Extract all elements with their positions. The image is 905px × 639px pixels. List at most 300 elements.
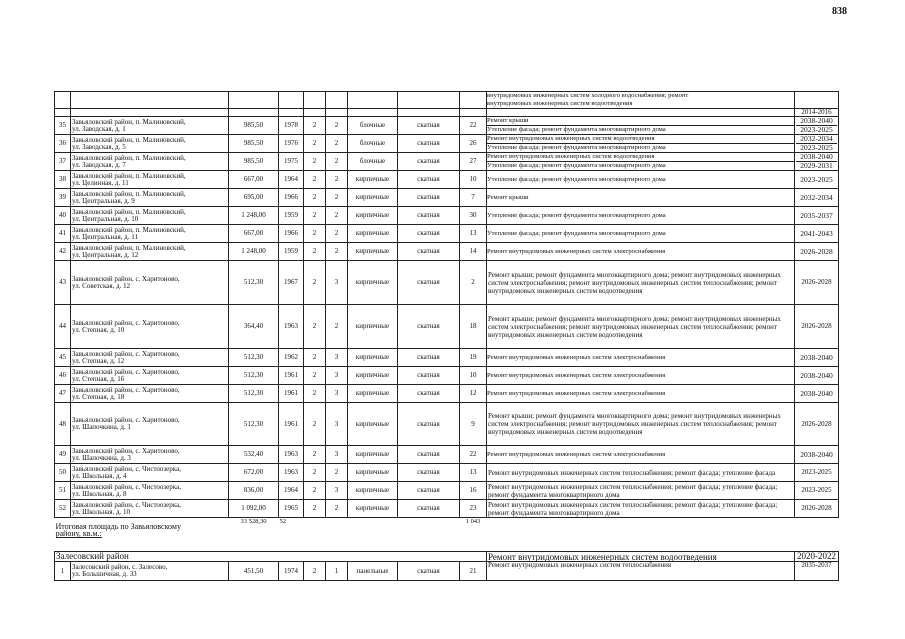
total-label-line: Итоговая площадь по Завьяловскому [55, 521, 181, 531]
period-cell [795, 225, 839, 243]
total-area: 33 528,30 [240, 518, 267, 525]
residents-cell: 26 [460, 135, 487, 153]
address-line: Завьяловский район, с. Чистоозерка, [72, 500, 181, 509]
residents-cell: 16 [460, 482, 487, 500]
work-cell: Ремонт крыши; ремонт фундамента многоквартирного дома; ремонт внутридомовых инженерных систем электроснабжения; ремонт внутридомовых инженерных систем теплоснабжения; ремонт внутридомовых инженерных систем водоотведения [487, 403, 795, 446]
row-number: 1 [55, 562, 71, 581]
floors-cell: 2 [304, 117, 326, 135]
walls-cell: панельные [348, 562, 398, 581]
address-line: Завьяловский район, п. Малиновский, [72, 153, 186, 162]
period-line: 2032-2034 [796, 135, 837, 144]
year-cell: 1963 [279, 464, 304, 482]
table-row [55, 500, 839, 518]
address-line: Завьяловский район, с. Харитоново, [72, 416, 180, 424]
total-spacer [326, 518, 460, 543]
entrances-cell: 2 [326, 189, 348, 207]
work-line: Утепление фасада; ремонт фундамента многоквартирного дома [487, 229, 666, 237]
table-row-continuation-period [55, 109, 839, 117]
period-cell: 2035-2037 [795, 562, 839, 581]
year-cell: 1978 [279, 117, 304, 135]
address-line: ул. Шапочкина, д. 1 [72, 423, 131, 431]
period-cell: 2026-2028 [795, 403, 839, 446]
row-number: 36 [55, 135, 71, 153]
roof-cell: скатная [398, 207, 460, 225]
address-line: ул. Центральная, д. 10 [72, 214, 139, 223]
entrances-cell: 3 [326, 261, 348, 305]
floors-cell: 2 [304, 207, 326, 225]
work-cell [487, 135, 795, 153]
residents-cell: 21 [460, 562, 487, 581]
year-cell: 1963 [279, 446, 304, 464]
period-line: 2023-2025 [800, 143, 833, 152]
area-cell: 1 092,00 [229, 500, 279, 518]
address-line: ул. Шапочкина, д. 3 [72, 453, 131, 462]
work-line: Ремонт внутридомовых инженерных систем электроснабжения [487, 450, 666, 458]
entrances-cell: 3 [326, 349, 348, 367]
year-cell: 1959 [279, 207, 304, 225]
walls-cell: кирпичные [348, 403, 398, 446]
address-line: Завьяловский район, с. Харитоново, [72, 349, 180, 358]
period-line: 2023-2025 [800, 174, 833, 184]
walls-cell: кирпичные [348, 500, 398, 518]
area-cell: 985,50 [229, 135, 279, 153]
work-line: Ремонт крыши [487, 193, 529, 201]
row-number: 35 [55, 117, 71, 135]
total-row [55, 518, 839, 543]
row-number: 52 [55, 500, 71, 518]
table-row [55, 153, 839, 171]
roof-cell: скатная [398, 349, 460, 367]
roof-cell: скатная [398, 562, 460, 581]
year-cell: 1961 [279, 367, 304, 385]
roof-cell: скатная [398, 261, 460, 305]
table-row [55, 189, 839, 207]
address-cell [71, 171, 229, 189]
year-cell: 1974 [279, 562, 304, 581]
walls-cell: кирпичные [348, 482, 398, 500]
roof-cell: скатная [398, 403, 460, 446]
table-row [55, 562, 839, 581]
work-cell: Ремонт крыши; ремонт фундамента многоквартирного дома; ремонт внутридомовых инженерных систем электроснабжения; ремонт внутридомовых инженерных систем теплоснабжения; ремонт внутридомовых инженерных систем водоотведения [487, 305, 795, 349]
entrances-cell: 2 [326, 153, 348, 171]
address-line: ул. Заводская, д. 1 [72, 124, 126, 133]
residents-cell: 27 [460, 153, 487, 171]
table-row [55, 367, 839, 385]
period-cell [795, 207, 839, 225]
address-cell [71, 385, 229, 403]
entrances-cell: 3 [326, 367, 348, 385]
area-cell: 695,00 [229, 189, 279, 207]
year-cell: 1976 [279, 135, 304, 153]
period-cell [795, 385, 839, 403]
walls-cell: кирпичные [348, 446, 398, 464]
table-row [55, 243, 839, 261]
area-cell: 985,50 [229, 153, 279, 171]
total-spacer [487, 518, 839, 543]
row-number: 39 [55, 189, 71, 207]
entrances-cell: 2 [326, 135, 348, 153]
walls-cell: кирпичные [348, 349, 398, 367]
row-number: 38 [55, 171, 71, 189]
period-cell: 2014-2016 [795, 109, 839, 117]
floors-cell: 2 [304, 446, 326, 464]
walls-cell: блочные [348, 135, 398, 153]
year-cell: 1965 [279, 500, 304, 518]
table-row [55, 207, 839, 225]
address-cell [71, 189, 229, 207]
area-cell: 532,40 [229, 446, 279, 464]
row-number: 37 [55, 153, 71, 171]
area-cell: 985,50 [229, 117, 279, 135]
address-cell [71, 500, 229, 518]
district-header-row [55, 552, 839, 562]
walls-cell: кирпичные [348, 207, 398, 225]
residents-cell: 13 [460, 464, 487, 482]
work-cell: Ремонт внутридомовых инженерных систем теплоснабжения; ремонт фасада; утепление фасада; ремонт фундамента многоквартирного дома [487, 482, 795, 500]
walls-cell: кирпичные [348, 464, 398, 482]
area-cell: 512,30 [229, 261, 279, 305]
floors-cell: 2 [304, 135, 326, 153]
address-line: ул. Центральная, д. 11 [72, 232, 138, 241]
work-cell [487, 153, 795, 171]
table-row [55, 261, 839, 305]
entrances-cell: 2 [326, 243, 348, 261]
residents-cell: 22 [460, 446, 487, 464]
floors-cell: 2 [304, 225, 326, 243]
period-cell: 2023-2025 [795, 464, 839, 482]
table-row-continuation [55, 92, 839, 109]
residents-cell: 19 [460, 349, 487, 367]
period-cell [795, 243, 839, 261]
work-cell [487, 207, 795, 225]
floors-cell: 2 [304, 261, 326, 305]
entrances-cell: 2 [326, 117, 348, 135]
floors-cell: 2 [304, 349, 326, 367]
area-cell: 672,00 [229, 464, 279, 482]
address-line: ул. Большичная, д. 33 [72, 570, 137, 578]
row-number: 48 [55, 403, 71, 446]
year-cell: 1966 [279, 189, 304, 207]
address-line: Завьяловский район, п. Малиновский, [72, 171, 186, 180]
period-line: 2026-2028 [800, 246, 833, 256]
residents-cell: 12 [460, 385, 487, 403]
floors-cell: 2 [304, 367, 326, 385]
period-cell [795, 446, 839, 464]
address-line: ул. Заводская, д. 5 [72, 142, 126, 151]
address-line: Завьяловский район, с. Харитоново, [72, 367, 180, 376]
year-cell: 1964 [279, 482, 304, 500]
address-line: ул. Центральная, д. 9 [72, 196, 135, 205]
period-line: 2038-2040 [800, 370, 833, 380]
residents-cell: 23 [460, 500, 487, 518]
table-row [55, 225, 839, 243]
address-line: ул. Степная, д. 10 [72, 325, 125, 334]
area-cell: 451,50 [229, 562, 279, 581]
row-number: 51 [55, 482, 71, 500]
period-line: 2038-2040 [796, 153, 837, 162]
work-cell [487, 225, 795, 243]
floors-cell: 2 [304, 189, 326, 207]
address-line: ул. Степная, д. 12 [72, 356, 125, 365]
total-label [55, 518, 229, 543]
year-cell: 1961 [279, 385, 304, 403]
work-line: Утепление фасада; ремонт фундамента многоквартирного дома [487, 126, 666, 133]
walls-cell: кирпичные [348, 305, 398, 349]
address-line: Завьяловский район, с. Харитоново, [72, 446, 180, 455]
work-line: Ремонт крыши [487, 117, 794, 126]
address-line: Завьяловский район, п. Малиновский, [72, 225, 186, 234]
period-cell: 2026-2028 [795, 305, 839, 349]
address-cell [71, 349, 229, 367]
work-line: внутридомовых инженерных систем водоотведения [487, 100, 633, 107]
entrances-cell: 3 [326, 482, 348, 500]
period-line: 2035-2037 [800, 210, 833, 220]
period-line: 2038-2040 [800, 352, 833, 362]
period-line: 2038-2040 [800, 449, 833, 459]
roof-cell: скатная [398, 305, 460, 349]
address-line: Завьяловский район, п. Малиновский, [72, 117, 186, 126]
work-line: Ремонт внутридомовых инженерных систем электроснабжения [487, 247, 666, 255]
address-line: Завьяловский район, с. Харитоново, [72, 274, 180, 283]
table-row [55, 385, 839, 403]
area-cell: 836,00 [229, 482, 279, 500]
table-row [55, 171, 839, 189]
area-cell: 512,30 [229, 367, 279, 385]
roof-cell: скатная [398, 171, 460, 189]
address-line: Завьяловский район, п. Малиновский, [72, 243, 186, 252]
entrances-cell: 2 [326, 464, 348, 482]
work-line: Утепление фасада; ремонт фундамента многоквартирного дома [487, 162, 666, 169]
area-cell: 512,30 [229, 403, 279, 446]
district-name: Залесовский район [55, 552, 487, 562]
walls-cell: кирпичные [348, 171, 398, 189]
work-cell [487, 189, 795, 207]
walls-cell: кирпичные [348, 189, 398, 207]
work-cell [487, 243, 795, 261]
work-cell [487, 92, 795, 109]
register-table [54, 91, 839, 581]
work-line: Утепление фасада; ремонт фундамента многоквартирного дома [487, 175, 666, 183]
work-line: Ремонт внутридомовых инженерных систем электроснабжения [487, 353, 666, 361]
row-number: 41 [55, 225, 71, 243]
year-cell: 1962 [279, 349, 304, 367]
roof-cell: скатная [398, 189, 460, 207]
address-cell [71, 117, 229, 135]
walls-cell: кирпичные [348, 385, 398, 403]
roof-cell: скатная [398, 446, 460, 464]
residents-cell: 2 [460, 261, 487, 305]
residents-cell: 18 [460, 305, 487, 349]
address-cell [71, 367, 229, 385]
year-cell: 1966 [279, 225, 304, 243]
area-cell: 512,30 [229, 385, 279, 403]
address-line: ул. Школьная, д. 8 [72, 489, 127, 498]
residents-cell: 13 [460, 225, 487, 243]
table-row [55, 117, 839, 135]
period-line: 2023-2025 [800, 125, 833, 134]
address-line: ул. Степная, д. 18 [72, 392, 125, 401]
address-line: ул. Советская, д. 12 [72, 281, 131, 290]
period-cell [795, 367, 839, 385]
work-line: Ремонт внутридомовых инженерных систем водоотведения [487, 135, 794, 144]
residents-cell: 14 [460, 243, 487, 261]
period-cell [795, 92, 839, 109]
residents-cell: 30 [460, 207, 487, 225]
address-line: ул. Заводская, д. 7 [72, 160, 126, 169]
entrances-cell: 2 [326, 305, 348, 349]
area-cell: 512,30 [229, 349, 279, 367]
area-cell: 364,40 [229, 305, 279, 349]
residents-cell: 10 [460, 171, 487, 189]
address-line: Завьяловский район, с. Чистоозерка, [72, 464, 181, 473]
address-line: ул. Школьная, д. 4 [72, 471, 127, 480]
entrances-cell: 2 [326, 500, 348, 518]
work-cell [487, 367, 795, 385]
entrances-cell: 2 [326, 171, 348, 189]
period-line: 2038-2040 [796, 117, 837, 126]
work-cell: Ремонт внутридомовых инженерных систем водоотведения [487, 552, 795, 562]
total-label-line: району, кв.м.: [55, 528, 102, 538]
address-cell [71, 305, 229, 349]
residents-cell: 9 [460, 403, 487, 446]
row-number: 45 [55, 349, 71, 367]
address-cell [71, 261, 229, 305]
residents-cell: 10 [460, 367, 487, 385]
period-line: 2041-2043 [800, 228, 833, 238]
address-cell [71, 464, 229, 482]
roof-cell: скатная [398, 117, 460, 135]
year-cell: 1964 [279, 171, 304, 189]
floors-cell: 2 [304, 403, 326, 446]
address-cell [71, 243, 229, 261]
address-cell [71, 403, 229, 446]
work-cell: Ремонт внутридомовых инженерных систем теплоснабжения; ремонт фасада; утепление фасада [487, 464, 795, 482]
work-cell: Ремонт внутридомовых инженерных систем теплоснабжения; ремонт фасада; утепление фасада; ремонт фундамента многоквартирного дома [487, 500, 795, 518]
floors-cell: 2 [304, 171, 326, 189]
table-row [55, 464, 839, 482]
address-cell [71, 153, 229, 171]
address-line: Завьяловский район, п. Малиновский, [72, 189, 186, 198]
spacer-cell [55, 542, 839, 552]
table-row [55, 305, 839, 349]
work-line: Ремонт внутридомовых инженерных систем электроснабжения [487, 371, 666, 379]
address-line: Завьяловский район, п. Малиновский, [72, 207, 186, 216]
period-line: 2032-2034 [800, 192, 833, 202]
table-row [55, 403, 839, 446]
address-line: ул. Центральная, д. 12 [72, 250, 139, 259]
entrances-cell: 2 [326, 225, 348, 243]
work-line: Ремонт внутридомовых инженерных систем электроснабжения [487, 389, 666, 397]
year-cell: 1967 [279, 261, 304, 305]
address-line: Завьяловский район, с. Харитоново, [72, 385, 180, 394]
row-number: 49 [55, 446, 71, 464]
floors-cell: 2 [304, 305, 326, 349]
period-cell: 2020-2022 [795, 552, 839, 562]
roof-cell: скатная [398, 500, 460, 518]
address-cell [71, 446, 229, 464]
address-line: Залесовский район, с. Залесово, [72, 563, 168, 571]
year-cell: 1975 [279, 153, 304, 171]
residents-cell: 7 [460, 189, 487, 207]
floors-cell: 2 [304, 500, 326, 518]
walls-cell: кирпичные [348, 367, 398, 385]
address-line: ул. Школьная, д. 10 [72, 507, 131, 516]
period-line: 2029-2031 [800, 161, 833, 170]
area-cell: 1 248,00 [229, 243, 279, 261]
table-row [55, 135, 839, 153]
walls-cell: кирпичные [348, 243, 398, 261]
work-cell: Ремонт внутридомовых инженерных систем теплоснабжения [487, 562, 795, 581]
period-cell [795, 171, 839, 189]
period-cell [795, 153, 839, 171]
address-line: Завьяловский район, с. Чистоозерка, [72, 482, 181, 491]
table-row [55, 446, 839, 464]
roof-cell: скатная [398, 135, 460, 153]
entrances-cell: 3 [326, 403, 348, 446]
work-cell [487, 117, 795, 135]
area-cell: 667,00 [229, 225, 279, 243]
address-cell [71, 207, 229, 225]
address-line: Завьяловский район, п. Малиновский, [72, 135, 186, 144]
work-cell [487, 349, 795, 367]
period-cell [795, 135, 839, 153]
row-number: 43 [55, 261, 71, 305]
roof-cell: скатная [398, 482, 460, 500]
work-cell [487, 446, 795, 464]
walls-cell: кирпичные [348, 261, 398, 305]
period-cell: 2026-2028 [795, 500, 839, 518]
period-cell [795, 189, 839, 207]
entrances-cell: 3 [326, 385, 348, 403]
period-line: 2038-2040 [800, 388, 833, 398]
work-cell [487, 385, 795, 403]
year-cell: 1963 [279, 305, 304, 349]
work-cell: Ремонт крыши; ремонт фундамента многоквартирного дома; ремонт внутридомовых инженерных систем электроснабжения; ремонт внутридомовых инженерных систем теплоснабжения; ремонт внутридомовых инженерных систем водоотведения [487, 261, 795, 305]
floors-cell: 2 [304, 562, 326, 581]
roof-cell: скатная [398, 243, 460, 261]
row-number: 50 [55, 464, 71, 482]
walls-cell: блочные [348, 117, 398, 135]
total-houses: 52 [279, 518, 286, 525]
row-number: 44 [55, 305, 71, 349]
address-line: Завьяловский район, с. Харитоново, [72, 318, 180, 327]
floors-cell: 2 [304, 385, 326, 403]
entrances-cell: 2 [326, 207, 348, 225]
work-line: Утепление фасада; ремонт фундамента многоквартирного дома [487, 211, 666, 219]
roof-cell: скатная [398, 385, 460, 403]
row-number: 40 [55, 207, 71, 225]
work-line: Утепление фасада; ремонт фундамента многоквартирного дома [487, 144, 666, 151]
address-cell [71, 135, 229, 153]
work-line: внутридомовых инженерных систем холодного водоснабжения; ремонт [487, 92, 689, 99]
floors-cell: 2 [304, 464, 326, 482]
entrances-cell: 3 [326, 446, 348, 464]
roof-cell: скатная [398, 153, 460, 171]
residents-cell: 22 [460, 117, 487, 135]
year-cell: 1961 [279, 403, 304, 446]
area-cell: 1 248,00 [229, 207, 279, 225]
page-number: 838 [832, 6, 847, 17]
spacer-row [55, 542, 839, 552]
year-cell: 1959 [279, 243, 304, 261]
period-cell [795, 349, 839, 367]
row-number: 47 [55, 385, 71, 403]
area-cell: 667,00 [229, 171, 279, 189]
roof-cell: скатная [398, 464, 460, 482]
floors-cell: 2 [304, 482, 326, 500]
walls-cell: блочные [348, 153, 398, 171]
address-cell [71, 562, 229, 581]
